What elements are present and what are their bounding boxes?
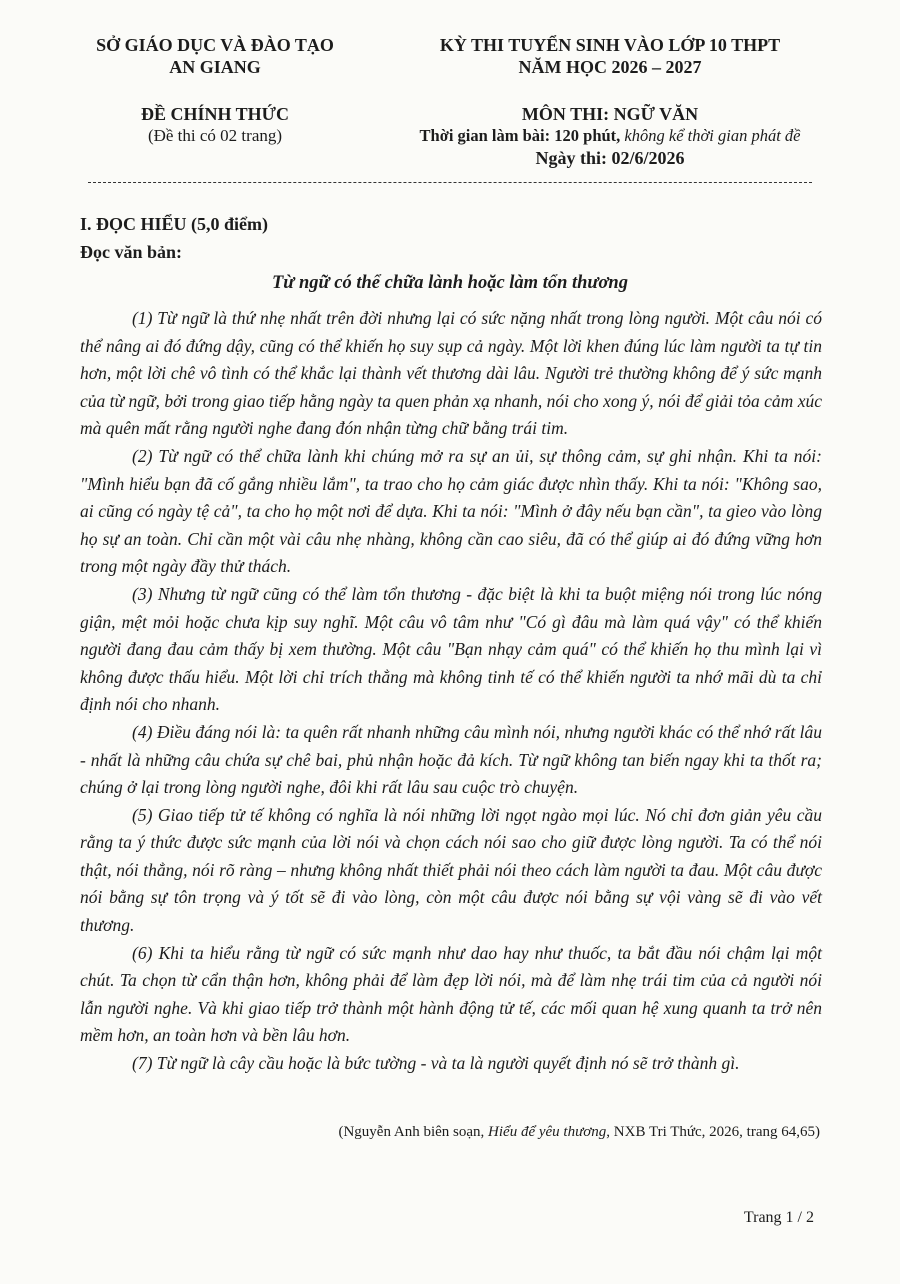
official-label: ĐỀ CHÍNH THỨC [140, 104, 290, 124]
passage-paragraph-6: (6) Khi ta hiểu rằng từ ngữ có sức mạnh như dao hay như thuốc, ta bắt đầu nói chậm lại một chút. Ta chọn từ cẩn thận hơn, không phải để làm đẹp lời nói, mà để làm nhẹ trái tim của cả người nói lẫn người nghe. Và khi giao tiếp trở thành một hành động tử tế, các mối quan hệ xung quanh ta trở nên mềm hơn, an toàn hơn và bền lâu hơn. [80, 942, 822, 1046]
duration-note: không kể thời gian phát đề [624, 126, 801, 145]
province-name: AN GIANG [169, 57, 261, 77]
page-count-note: (Đề thi có 02 trang) [147, 126, 283, 145]
passage-paragraph-2: (2) Từ ngữ có thể chữa lành khi chúng mở ra sự an ủi, sự thông cảm, sự ghi nhận. Khi ta nói: "Mình hiểu bạn đã cố gắng nhiều lắm", ta trao cho họ cảm giác được nhìn thấy. Khi ta nói: "Không sao, ai cũng có ngày tệ cả", ta cho họ một nơi để dựa. Khi ta nói: "Mình ở đây nếu bạn cần", ta gieo vào lòng họ sự an toàn. Chỉ cần một vài câu nhẹ nhàng, không cần cao siêu, đã có thể giúp ai đó đứng vững hơn trong một ngày đầy thử thách. [80, 445, 822, 577]
passage-title: Từ ngữ có thể chữa lành hoặc làm tổn thương [272, 273, 628, 293]
passage-source [80, 1124, 820, 1141]
exam-name: KỲ THI TUYỂN SINH VÀO LỚP 10 THPT [439, 35, 781, 55]
passage-body [80, 305, 822, 1078]
department-name: SỞ GIÁO DỤC VÀ ĐÀO TẠO [96, 35, 334, 55]
source-prefix: (Nguyễn Anh biên soạn, [338, 1124, 489, 1140]
source-book-title: Hiểu để yêu thương [488, 1124, 607, 1140]
exam-info-block [380, 34, 840, 169]
exam-duration [380, 125, 840, 147]
page-number: Trang 1 / 2 [743, 1209, 814, 1226]
read-instruction: Đọc văn bản: [80, 242, 183, 262]
issuer-block [60, 34, 370, 147]
passage-paragraph-1: (1) Từ ngữ là thứ nhẹ nhất trên đời nhưng lại có sức nặng nhất trong lòng người. Một câu nói có thể nâng ai đó đứng dậy, cũng có thể khiến họ suy sụp cả ngày. Một lời khen đúng lúc làm người ta tự tin hơn, một lời chê vô tình có thể khắc lại thành vết thương dài lâu. Người trẻ thường không để ý sức mạnh của từ ngữ, bởi trong giao tiếp hằng ngày ta quen phản xạ nhanh, nói cho xong ý, nói để giải tỏa cảm xúc mà quên mất rằng người nghe đang đón nhận từng chữ bằng trái tim. [80, 308, 822, 439]
school-year: NĂM HỌC 2026 – 2027 [518, 57, 702, 77]
exam-date: Ngày thi: 02/6/2026 [535, 148, 685, 168]
passage-paragraph-3: (3) Nhưng từ ngữ cũng có thể làm tổn thương - đặc biệt là khi ta buột miệng nói trong lúc nóng giận, mệt mỏi hoặc chưa kịp suy nghĩ. Một câu vô tâm như "Có gì đâu mà làm quá vậy" có thể khiến người đang đau cảm thấy bị xem thường. Một câu "Bạn nhạy cảm quá" có thể khiến họ thu mình lại vì không được thấu hiểu. Một lời chỉ trích thẳng mà không tinh tế có thể khiến người ta nhớ mãi dù ta chỉ định nói cho nhanh. [80, 583, 822, 715]
header-divider [88, 182, 812, 183]
duration-label: Thời gian làm bài: 120 phút, [419, 126, 621, 145]
source-suffix: , NXB Tri Thức, 2026, trang 64,65) [606, 1124, 820, 1140]
section-title: I. ĐỌC HIỂU (5,0 điểm) [80, 214, 268, 234]
passage-paragraph-4: (4) Điều đáng nói là: ta quên rất nhanh những câu mình nói, nhưng người khác có thể nhớ rất lâu - nhất là những câu chứa sự chê bai, phủ nhận hoặc đả kích. Từ ngữ không tan biến ngay khi ta thốt ra; chúng ở lại trong lòng người nghe, đôi khi rất lâu sau cuộc trò chuyện. [80, 721, 822, 798]
passage-paragraph-5: (5) Giao tiếp tử tế không có nghĩa là nói những lời ngọt ngào mọi lúc. Nó chỉ đơn giản yêu cầu rằng ta ý thức được sức mạnh của lời nói và chọn cách nói sao cho giữ được lòng người. Ta có thể nói thật, nói thẳng, nói rõ ràng – nhưng không nhất thiết phải nói theo cách làm người ta đau. Một câu được nói bằng sự tôn trọng và ý tốt sẽ đi vào lòng, còn một câu được nói bằng sự vội vàng sẽ đi vào vết thương. [80, 804, 822, 936]
exam-subject: MÔN THI: NGỮ VĂN [521, 104, 699, 124]
passage-paragraph-7: (7) Từ ngữ là cây cầu hoặc là bức tường - và ta là người quyết định nó sẽ trở thành gì. [132, 1053, 740, 1074]
